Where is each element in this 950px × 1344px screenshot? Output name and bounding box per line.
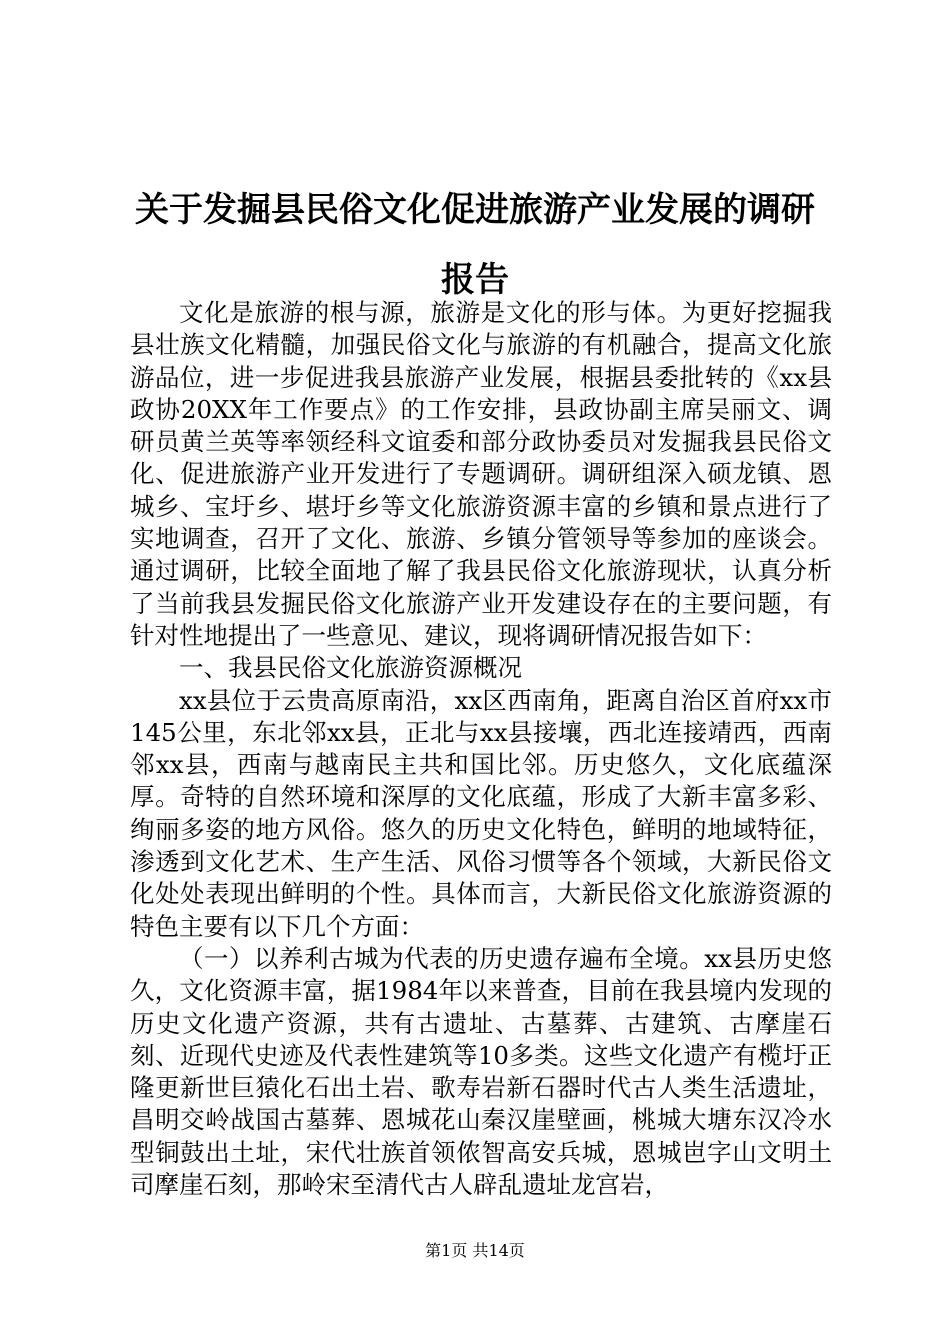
section-heading: 一、我县民俗文化旅游资源概况 [179,653,522,683]
paragraph-overview: xx县位于云贵高原南沿，xx区西南角，距离自治区首府xx市145公里，东北邻xx县，正北与xx县接壤，西北连接靖西，西南邻xx县，西南与越南民主共和国比邻。历史悠久，文化底蕴深厚。奇特的自然环境和深厚的文化底蕴，形成了大新丰富多彩、绚丽多姿的地方风俗。悠久的历史文化特色，鲜明的地域特征，渗透到文化艺术、生产生活、风俗习惯等各个领域，大新民俗文化处处表现出鲜明的个性。具体而言，大新民俗文化旅游资源的特色主要有以下几个方面： [130,685,832,941]
document-title: 关于发掘县民俗文化促进旅游产业发展的调研报告 [135,190,815,300]
page-footer: 第1页 共14页 [425,1241,525,1260]
paragraph-intro: 文化是旅游的根与源，旅游是文化的形与体。为更好挖掘我县壮族文化精髓，加强民俗文化与旅游的有机融合，提高文化旅游品位，进一步促进我县旅游产业发展，根据县委批转的《xx县政协20XX年工作要点》的工作安排，县政协副主席吴丽文、调研员黄兰英等率领经科文谊委和部分政协委员对发掘我县民俗文化、促进旅游产业开发进行了专题调研。调研组深入硕龙镇、恩城乡、宝圩乡、堪圩乡等文化旅游资源丰富的乡镇和景点进行了实地调查，召开了文化、旅游、乡镇分管领导等参加的座谈会。通过调研，比较全面地了解了我县民俗文化旅游现状，认真分析了当前我县发掘民俗文化旅游产业开发建设存在的主要问题，有针对性地提出了一些意见、建议，现将调研情况报告如下： [130,298,832,650]
document-body [130,297,832,1201]
paragraph-subsection-1: （一）以养利古城为代表的历史遗存遍布全境。xx县历史悠久，文化资源丰富，据1984年以来普查，目前在我县境内发现的历史文化遗产资源，共有古遗址、古墓葬、古建筑、古摩崖石刻、近现代史迹及代表性建筑等10多类。这些文化遗产有榄圩正隆更新世巨猿化石出土岩、歌寿岩新石器时代古人类生活遗址，昌明交岭战国古墓葬、恩城花山秦汉崖壁画，桃城大塘东汉冷水型铜鼓出土址，宋代壮族首领侬智高安兵城，恩城岜字山文明土司摩崖石刻，那岭宋至清代古人辟乱遗址龙宫岩， [130,943,832,1200]
